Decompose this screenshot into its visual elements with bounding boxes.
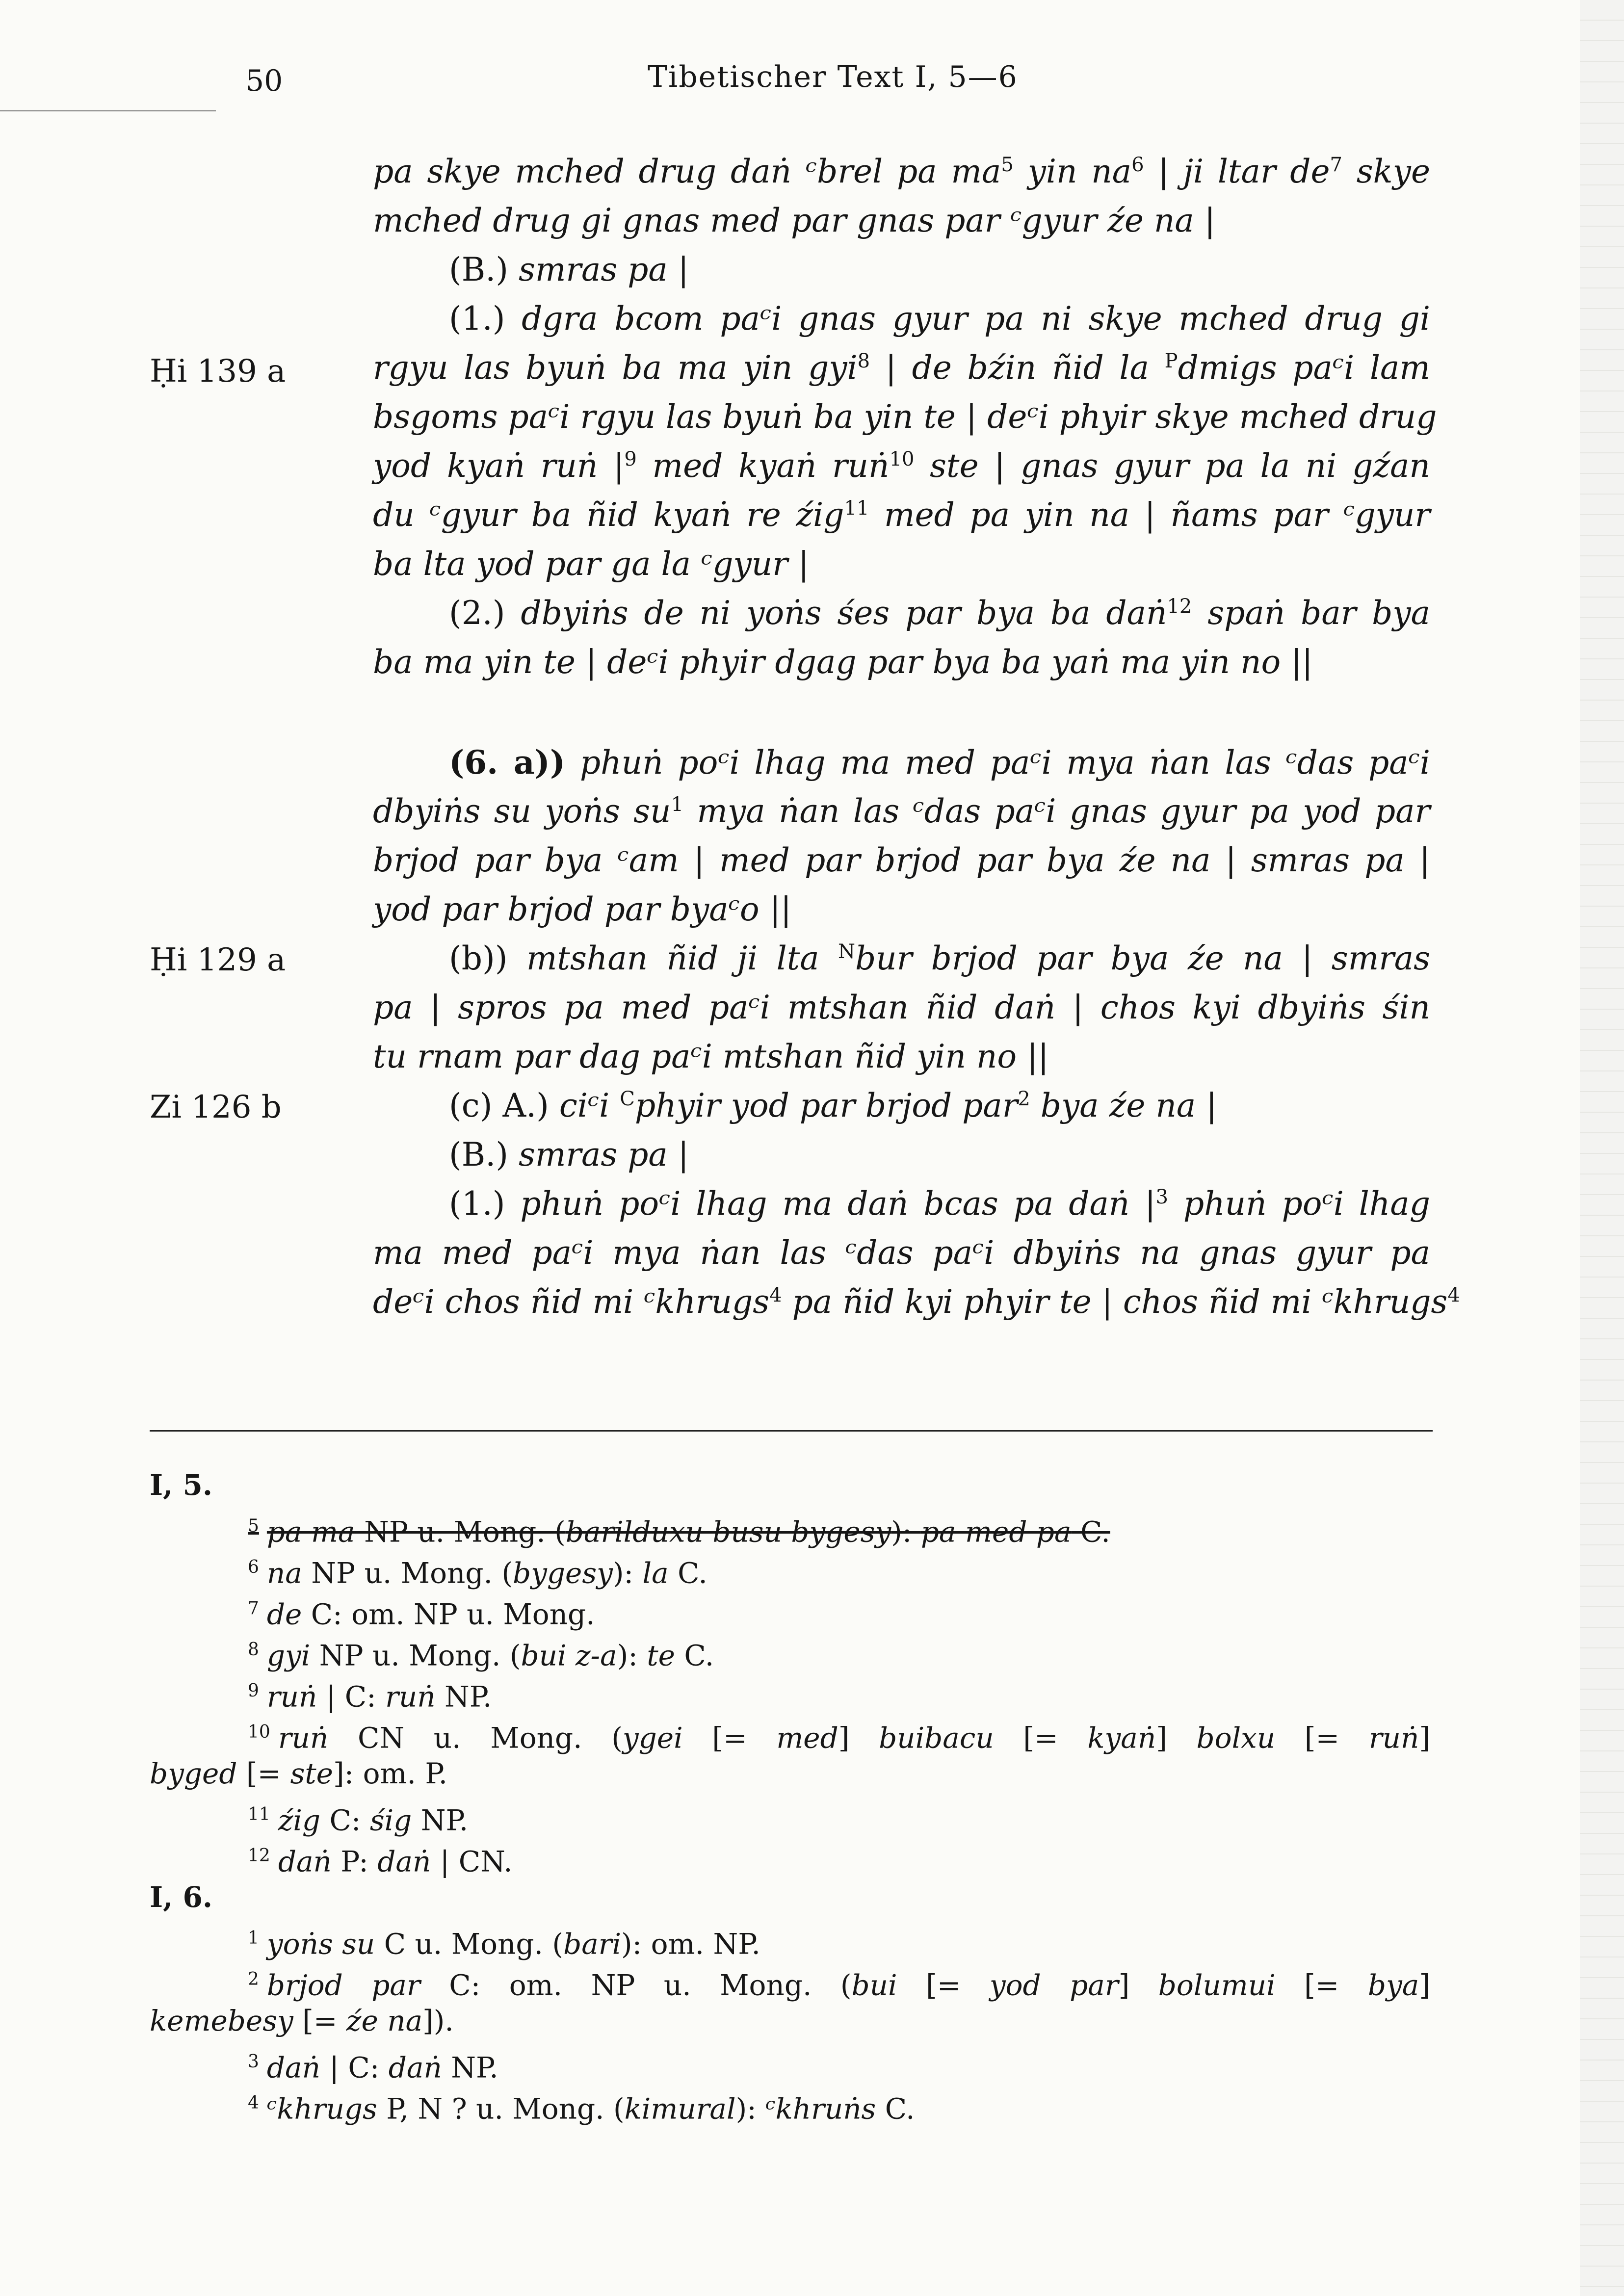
- text-line: dbyiṅs su yoṅs $su^1$ mya ṅan las ᶜdas paᶜi gnas gyur pa yod par: [373, 792, 1430, 830]
- footnote-heading: I, 6.: [150, 1880, 213, 1914]
- text-line: ma med paᶜi mya ṅan las ᶜdas paᶜi dbyiṅs na gnas gyur pa: [373, 1234, 1430, 1272]
- text-line: pa | spros pa med paᶜi mtshan ñid daṅ | chos kyi dbyiṅs śin: [373, 989, 1430, 1026]
- margin-ref-zi-126b: Zi 126 b: [150, 1089, 282, 1125]
- text-line: (B.) smras pa |: [449, 1136, 689, 1174]
- text-line: ba lta yod par ga la ᶜgyur |: [373, 545, 810, 583]
- footnote: $^1$ yoṅs su C u. Mong. (bari): om. NP.: [248, 1927, 760, 1961]
- text-line: pa skye mched drug daṅ ᶜbrel pa $ma^5$ yin $na^6$ | ji ltar $de^7$ skye: [373, 153, 1431, 190]
- footnote: $^{11}$ źig C: śig NP.: [248, 1803, 469, 1837]
- text-line: brjod par bya ᶜam | med par brjod par bya źe na | smras pa |: [373, 841, 1430, 879]
- text-line: (6. a)) phuṅ poᶜi lhag ma med paᶜi mya ṅan las ᶜdas paᶜi: [449, 743, 1430, 782]
- footnote: $^2$ brjod par C: om. NP u. Mong. (bui [= yod par] bolumui [= bya]: [248, 1968, 1431, 2002]
- text-line: (2.) dbyiṅs de ni yoṅs śes par bya ba daṅ$^{12}$ spaṅ bar bya: [449, 594, 1430, 632]
- footnotes: [150, 1464, 1431, 2126]
- page-number: 50: [245, 64, 283, 98]
- text-line: mched drug gi gnas med par gnas par ᶜgyur źe na |: [373, 202, 1215, 239]
- footnote: $^{12}$ daṅ P: daṅ | CN.: [248, 1845, 513, 1879]
- text-line: (b)) mtshan ñid ji lta $^N$bur brjod par bya źe na | smras: [449, 939, 1431, 977]
- header-rule: [0, 110, 216, 111]
- text-line: deᶜi chos ñid mi ᶜkhrugs$^4$ pa ñid kyi phyir te | chos ñid mi ᶜkhrugs$^4$: [373, 1283, 1460, 1321]
- footnote-rule: [150, 1430, 1433, 1432]
- footnote: $^4$ ᶜkhrugs P, N ? u. Mong. (kimural): ᶜkhruṅs C.: [248, 2092, 915, 2126]
- text-line: du ᶜgyur ba ñid kyaṅ re źig$^{11}$ med pa yin na | ñams par ᶜgyur: [373, 496, 1431, 534]
- text-line: tu rnam par dag paᶜi mtshan ñid yin no ||: [373, 1038, 1049, 1075]
- text-line: bsgoms paᶜi rgyu las byuṅ ba yin te | deᶜi phyir skye mched drug: [373, 398, 1437, 436]
- main-text: [373, 147, 1460, 1327]
- text-line: ba ma yin te | deᶜi phyir dgag par bya ba yaṅ ma yin no ||: [373, 643, 1313, 681]
- footnote: $^3$ daṅ | C: daṅ NP.: [248, 2051, 498, 2085]
- footnote: $^5$ pa ma NP u. Mong. (barilduxu busu bygesy): pa med pa C.: [248, 1515, 1110, 1549]
- footnote: $^6$ na NP u. Mong. (bygesy): la C.: [248, 1556, 707, 1590]
- scan-edge: [1580, 0, 1624, 2296]
- footnote: $^7$ de C: om. NP u. Mong.: [248, 1597, 595, 1631]
- text-line: (1.) phuṅ poᶜi lhag ma daṅ bcas pa daṅ $|^3$ phuṅ poᶜi lhag: [449, 1185, 1430, 1223]
- footnote: $^{10}$ ruṅ CN u. Mong. (ygei [= med] buibacu [= kyaṅ] bolxu [= ruṅ]: [248, 1721, 1430, 1755]
- footnote-heading: I, 5.: [150, 1468, 213, 1502]
- footnote: $^8$ gyi NP u. Mong. (bui z-a): te C.: [248, 1639, 714, 1672]
- running-head: Tibetischer Text I, 5—6: [648, 60, 1018, 94]
- text-line: (1.) dgra bcom paᶜi gnas gyur pa ni skye mched drug gi: [449, 300, 1430, 338]
- text-line: rgyu las byuṅ ba ma yin gyi$^8$ | de bźin ñid la $^P$dmigs paᶜi lam: [373, 349, 1430, 387]
- margin-ref-hi-129a: Ḥi 129 a: [150, 942, 286, 978]
- footnote-continuation: kemebesy [= źe na]).: [150, 2004, 454, 2037]
- text-line: yod par brjod par byaᶜo ||: [373, 890, 792, 928]
- text-line: (c) A.) ciᶜi $^C$phyir yod par brjod par$^2$ bya źe na |: [449, 1087, 1217, 1124]
- footnote: $^9$ ruṅ | C: ruṅ NP.: [248, 1680, 492, 1714]
- footnote-continuation: byged [= ste]: om. P.: [150, 1757, 448, 1790]
- margin-ref-hi-139a: Ḥi 139 a: [150, 353, 286, 390]
- text-line: (B.) smras pa |: [449, 251, 689, 288]
- text-line: yod kyaṅ ruṅ $|^9$ med kyaṅ ruṅ$^{10}$ ste | gnas gyur pa la ni gźan: [373, 447, 1430, 485]
